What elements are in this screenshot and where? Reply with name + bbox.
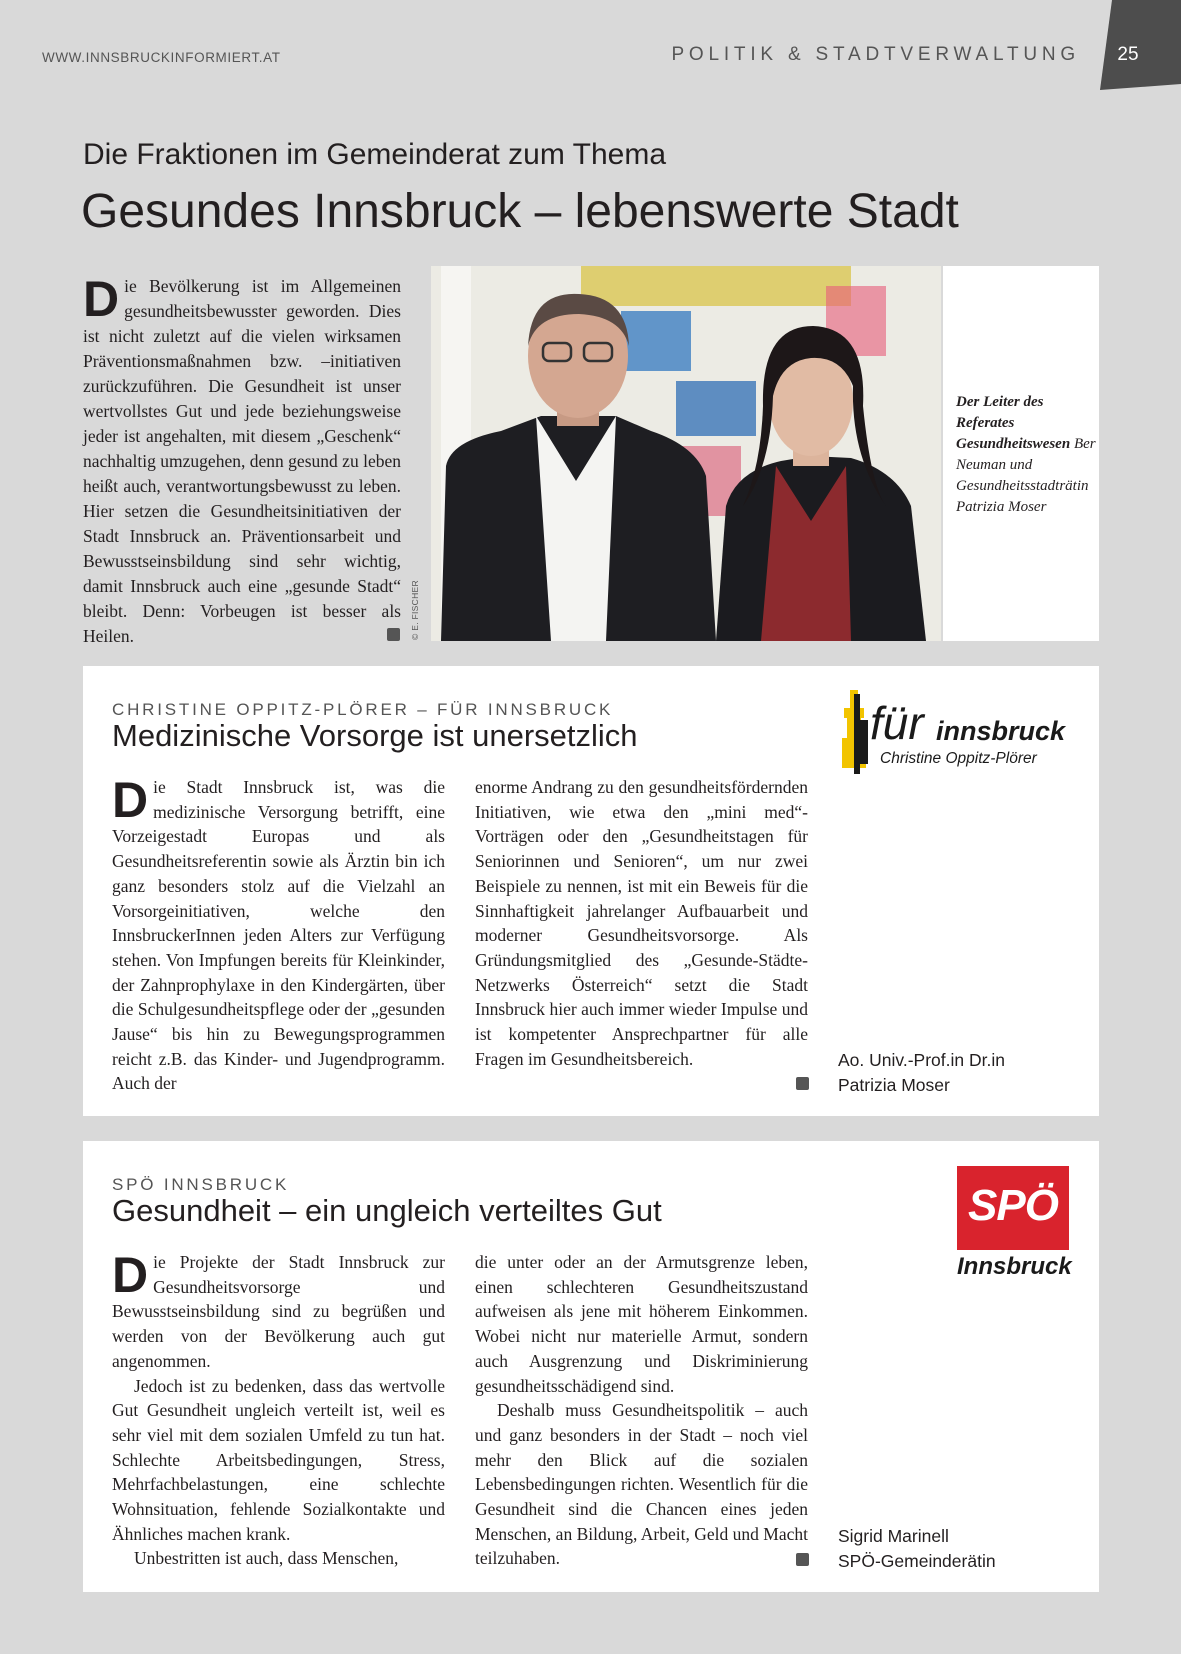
author-line-1: Ao. Univ.-Prof.in Dr.in (838, 1050, 1005, 1070)
article-col1-p1: ie Projekte der Stadt Innsbruck zur Gesundheitsvorsorge und Bewusstseinsbildung sind zu begrüßen und werden von der Bevölkerung auch gut angenommen. (112, 1252, 445, 1371)
article-column-2 (475, 1250, 808, 1571)
intro-photo (431, 266, 941, 641)
author-line-1: Sigrid Marinell (838, 1526, 949, 1546)
fuer-innsbruck-logo (838, 690, 1078, 790)
logo-name: Christine Oppitz-Plörer (880, 750, 1037, 767)
article-column-2 (475, 775, 808, 1071)
author-line-2: Patrizia Moser (838, 1074, 950, 1095)
party-label: CHRISTINE OPPITZ-PLÖRER – FÜR INNSBRUCK (112, 700, 614, 719)
article-title: Medizinische Vorsorge ist unersetzlich (112, 718, 638, 753)
intro-body: ie Bevölkerung ist im Allgemeinen gesundheitsbewusster geworden. Dies ist nicht zuletzt auf die vielen wirksamen Präventionsmaßnahmen bzw. –initiativen zurückzuführen. Die Gesundheit ist unser wertvollstes Gut und jede beziehungsweise jeder ist angehalten, mit diesem „Geschenk“ nachhaltig umzugehen, denn gesund zu leben heißt auch, verantwortungsbewusst zu leben. Hier setzen die Gesundheitsinitiativen der Stadt Innsbruck an. Präventionsarbeit und Bewusstseinsbildung sind sehr wichtig, damit Innsbruck auch eine „gesunde Stadt“ bleibt. Denn: Vorbeugen ist besser als Heilen. (83, 276, 401, 646)
article-title: Gesundheit – ein ungleich verteiltes Gut (112, 1193, 662, 1228)
article-col2-p2: Deshalb muss Gesundheitspolitik – auch und ganz besonders in der Stadt – noch viel mehr den Blick auf die sozialen Lebensbedingungen richten. Wesentlich für die Gesundheit sind die Chancen eines jeden Menschen, an Bildung, Arbeit, Geld und Macht teilzuhaben. (475, 1400, 808, 1569)
logo-innsbruck: innsbruck (936, 716, 1066, 746)
article-column-1 (112, 1247, 445, 1571)
author-line-2: SPÖ-Gemeinderätin (838, 1550, 996, 1571)
article-col1-p3: Unbestritten ist auch, dass Menschen, (134, 1548, 399, 1569)
author-signature (838, 1048, 1005, 1097)
article-card-spoe (83, 1141, 1099, 1592)
section-label: POLITIK & STADTVERWALTUNG (671, 44, 1080, 65)
page-title: Gesundes Innsbruck – lebenswerte Stadt (81, 185, 959, 238)
article-column-1 (112, 772, 445, 1096)
end-mark-icon (796, 1553, 809, 1566)
photo-caption (956, 392, 1096, 518)
logo-fuer: für (870, 697, 924, 749)
page-number: 25 (1117, 44, 1139, 65)
page-kicker: Die Fraktionen im Gemeinderat zum Thema (83, 138, 667, 171)
intro-text (83, 271, 401, 649)
article-col2-p1: die unter oder an der Armutsgrenze leben, einen schlechteren Gesundheitszustand aufweisen als jene mit höherem Einkommen. Wobei nicht nur materielle Armut, sondern auch Ausgrenzung und Diskriminierung gesundheitsschädigend sind. (475, 1252, 808, 1396)
photo-illustration (431, 266, 941, 641)
caption-rest: Ber Neuman und Gesundheitsstadträtin Patrizia Moser (956, 436, 1096, 515)
article-col1-p2: Jedoch ist zu bedenken, dass das wertvolle Gut Gesundheit ungleich verteilt ist, weil es sehr viel mit dem sozialen Umfeld zu tun hat. Schlechte Arbeitsbedingungen, Stress, Mehrfachbelastungen, eine schlechte Wohnsituation, fehlende Sozialkontakte und Ähnliches machen krank. (112, 1375, 445, 1544)
party-label: SPÖ INNSBRUCK (112, 1175, 290, 1194)
article-card-fuer-innsbruck (83, 666, 1099, 1116)
author-signature (838, 1524, 996, 1573)
logo-city: Innsbruck (957, 1253, 1072, 1280)
spoe-logo (957, 1166, 1069, 1250)
tower-icon (838, 690, 874, 774)
end-mark-icon (387, 628, 400, 641)
photo-credit: © E. FISCHER (410, 580, 420, 640)
caption-bold: Der Leiter des Referates Gesundheitswesen (956, 394, 1071, 452)
logo-spoe: SPÖ (968, 1181, 1058, 1230)
article-col1-text: ie Stadt Innsbruck ist, was die medizinische Versorgung betrifft, eine Vorzeigestadt Europas und als Gesundheitsreferentin sowie als Ärztin bin ich ganz besonders stolz auf die Vielzahl an Vorsorgeinitiativen, welche den InnsbruckerInnen jeden Alters zur Verfügung stehen. Von Impfungen bereits für Kleinkinder, der Zahnprophylaxe in den Kindergärten, über die Schulgesundheitspflege oder der „gesunden Jause“ bis hin zu Bewegungsprogrammen reicht z.B. das Kinder- und Jugendprogramm. Auch der (112, 777, 445, 1094)
article-dropcap: D (112, 1247, 149, 1303)
end-mark-icon (796, 1077, 809, 1090)
intro-dropcap: D (83, 271, 120, 327)
article-col2-text: enorme Andrang zu den gesundheitsfördernden Initiativen, wie etwa den „mini med“-Vorträgen oder den „Gesundheitstagen für Seniorinnen und Senioren“, um nur zwei Beispiele zu nennen, ist mit ein Beweis für die Sinnhaftigkeit jahrelanger Aufbauarbeit und moderner Gesundheitsvorsorge. Als Gründungsmitglied des „Gesunde-Städte-Netzwerks Österreich“ setzt die Stadt Innsbruck hier auch immer wieder Impulse und ist kompetenter Ansprechpartner für alle Fragen im Gesundheitsbereich. (475, 777, 808, 1069)
article-dropcap: D (112, 772, 149, 828)
site-url[interactable]: WWW.INNSBRUCKINFORMIERT.AT (42, 50, 281, 65)
